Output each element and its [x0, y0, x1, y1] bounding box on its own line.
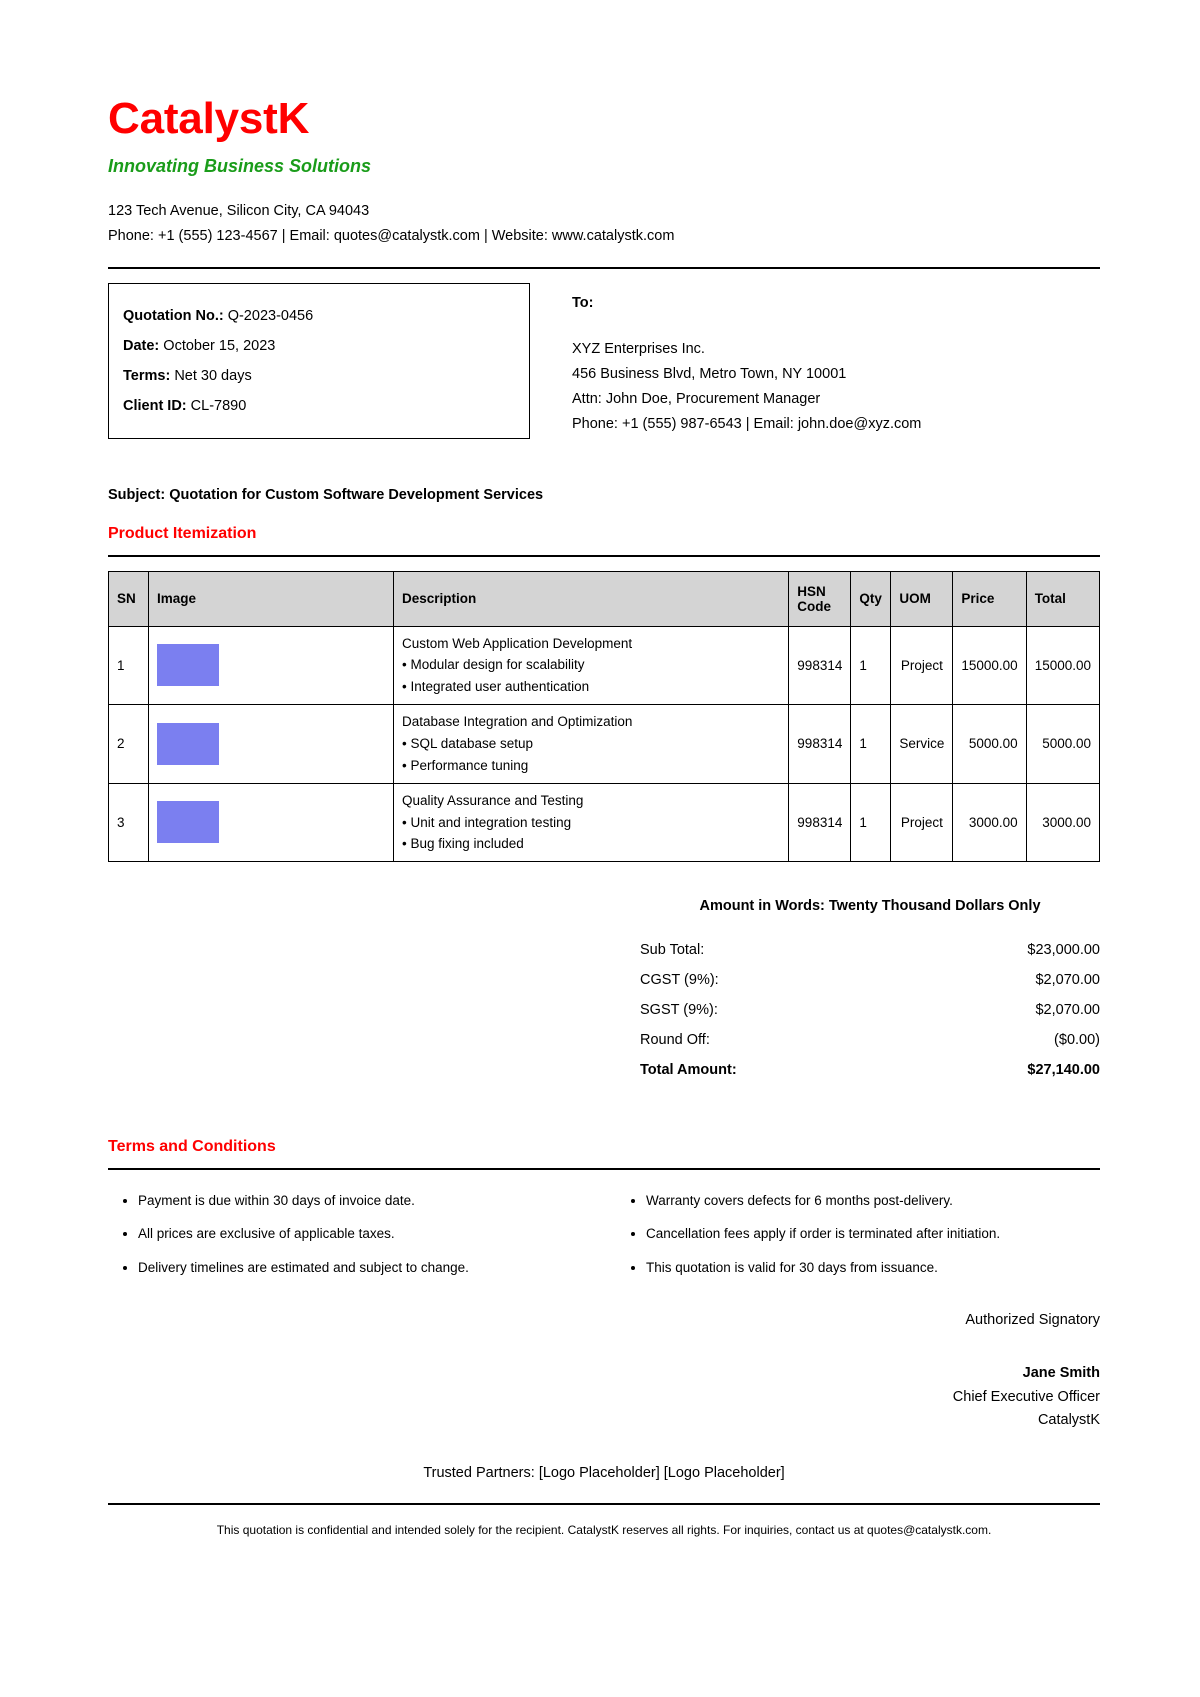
roundoff-value: ($0.00) — [1054, 1031, 1100, 1048]
column-header-qty: Qty — [851, 571, 891, 626]
product-itemization-heading: Product Itemization — [108, 524, 257, 542]
footer-divider — [108, 1503, 1100, 1505]
quotation-terms-line — [123, 362, 511, 392]
table-row — [109, 705, 1100, 784]
cell-image — [149, 705, 394, 784]
item-bullet: • Integrated user authentication — [402, 679, 590, 695]
item-bullet: • Unit and integration testing — [402, 814, 572, 830]
total-row-subtotal — [640, 936, 1100, 966]
table-row — [109, 626, 1100, 705]
quotation-no-value: Q-2023-0456 — [227, 308, 314, 325]
cell-description — [394, 783, 789, 862]
total-row-roundoff — [640, 1026, 1100, 1056]
itemization-divider — [108, 555, 1100, 557]
roundoff-label: Round Off: — [640, 1031, 710, 1048]
subtotal-value: $23,000.00 — [1027, 942, 1100, 959]
company-name: CatalystK — [108, 94, 310, 143]
header-divider — [108, 267, 1100, 269]
item-bullet: • SQL database setup — [402, 735, 534, 751]
product-image-placeholder — [157, 723, 219, 765]
cell-hsn: 998314 — [789, 705, 851, 784]
cell-total: 15000.00 — [1026, 626, 1099, 705]
cell-description — [394, 705, 789, 784]
recipient-address: 456 Business Blvd, Metro Town, NY 10001 — [572, 366, 847, 382]
table-header — [109, 571, 1100, 626]
sgst-value: $2,070.00 — [1035, 1001, 1100, 1018]
item-bullet: • Bug fixing included — [402, 836, 524, 852]
quotation-date-value: October 15, 2023 — [163, 337, 276, 354]
cell-qty: 1 — [851, 783, 891, 862]
company-address: 123 Tech Avenue, Silicon City, CA 94043 — [108, 203, 370, 220]
cell-price: 5000.00 — [953, 705, 1026, 784]
quotation-terms-value: Net 30 days — [174, 367, 252, 384]
trusted-partners: Trusted Partners: [Logo Placeholder] [Logo Placeholder] — [423, 1464, 785, 1481]
terms-column-left — [108, 1184, 592, 1291]
quotation-meta-section — [108, 283, 1100, 438]
cell-price: 15000.00 — [953, 626, 1026, 705]
cell-total: 3000.00 — [1026, 783, 1099, 862]
list-item: • Payment is due within 30 days of invoice date. — [138, 1190, 592, 1212]
cell-hsn: 998314 — [789, 783, 851, 862]
quotation-date-label: Date: — [123, 337, 160, 354]
item-title: Database Integration and Optimization — [402, 714, 633, 730]
terms-heading: Terms and Conditions — [108, 1137, 276, 1155]
amount-in-words: Amount in Words: Twenty Thousand Dollars Only — [699, 898, 1041, 915]
cell-sn: 2 — [109, 705, 149, 784]
client-id-label: Client ID: — [123, 397, 187, 414]
cell-hsn: 998314 — [789, 626, 851, 705]
authorized-signatory-label: Authorized Signatory — [965, 1312, 1100, 1329]
totals-block — [640, 898, 1100, 1085]
recipient-name: XYZ Enterprises Inc. — [572, 341, 705, 358]
quotation-terms-label: Terms: — [123, 367, 171, 384]
terms-column-right — [616, 1184, 1100, 1291]
subtotal-label: Sub Total: — [640, 942, 705, 959]
terms-divider — [108, 1168, 1100, 1170]
total-amount-label: Total Amount: — [640, 1061, 737, 1078]
column-header-price: Price — [953, 571, 1026, 626]
cell-qty: 1 — [851, 626, 891, 705]
cell-sn: 3 — [109, 783, 149, 862]
item-title: Custom Web Application Development — [402, 635, 633, 651]
cgst-value: $2,070.00 — [1035, 972, 1100, 989]
column-header-image: Image — [149, 571, 394, 626]
terms-list-right — [616, 1190, 1100, 1279]
quotation-no-line — [123, 302, 511, 332]
cell-sn: 1 — [109, 626, 149, 705]
column-header-sn: SN — [109, 571, 149, 626]
list-item: • This quotation is valid for 30 days from issuance. — [646, 1257, 1100, 1279]
client-id-value: CL-7890 — [190, 397, 247, 414]
list-item: • All prices are exclusive of applicable taxes. — [138, 1223, 592, 1245]
terms-list-left — [108, 1190, 592, 1279]
product-items-table — [108, 571, 1100, 863]
cgst-label: CGST (9%): — [640, 972, 719, 989]
cell-uom: Service — [891, 705, 953, 784]
footer-note: This quotation is confidential and intended solely for the recipient. CatalystK reserves all rights. For inquiries, contact us at quotes@catalystk.com. — [216, 1522, 992, 1537]
client-id-line — [123, 392, 511, 422]
document-header — [108, 96, 1100, 249]
cell-uom: Project — [891, 626, 953, 705]
totals-section — [108, 898, 1100, 1085]
total-row-sgst — [640, 996, 1100, 1026]
cell-total: 5000.00 — [1026, 705, 1099, 784]
recipient-contact: Phone: +1 (555) 987-6543 | Email: john.doe@xyz.com — [572, 415, 922, 432]
product-image-placeholder — [157, 644, 219, 686]
subject-line: Subject: Quotation for Custom Software Development Services — [108, 486, 544, 503]
column-header-total: Total — [1026, 571, 1099, 626]
company-contact: Phone: +1 (555) 123-4567 | Email: quotes@catalystk.com | Website: www.catalystk.com — [108, 228, 675, 245]
total-row-grand — [640, 1056, 1100, 1086]
cell-image — [149, 626, 394, 705]
table-body — [109, 626, 1100, 862]
cell-price: 3000.00 — [953, 783, 1026, 862]
sgst-label: SGST (9%): — [640, 1001, 718, 1018]
table-row — [109, 783, 1100, 862]
signatory-title: Chief Executive Officer — [952, 1388, 1100, 1405]
quotation-no-label: Quotation No.: — [123, 308, 224, 325]
list-item: • Warranty covers defects for 6 months post-delivery. — [646, 1190, 1100, 1212]
signatory-company: CatalystK — [1037, 1412, 1100, 1429]
recipient-attn: Attn: John Doe, Procurement Manager — [572, 390, 821, 407]
product-image-placeholder — [157, 801, 219, 843]
column-header-uom: UOM — [891, 571, 953, 626]
total-row-cgst — [640, 966, 1100, 996]
recipient-block — [530, 283, 1100, 437]
item-bullet: • Performance tuning — [402, 757, 529, 773]
cell-description — [394, 626, 789, 705]
company-tagline: Innovating Business Solutions — [108, 156, 372, 177]
total-amount-value: $27,140.00 — [1027, 1061, 1100, 1078]
cell-image — [149, 783, 394, 862]
terms-columns — [108, 1184, 1100, 1291]
item-title: Quality Assurance and Testing — [402, 792, 584, 808]
signature-block — [108, 1312, 1100, 1432]
cell-uom: Project — [891, 783, 953, 862]
signatory-name: Jane Smith — [1022, 1365, 1100, 1382]
table-header-row — [109, 571, 1100, 626]
column-header-hsn-code: HSN Code — [789, 571, 851, 626]
item-bullet: • Modular design for scalability — [402, 657, 585, 673]
quotation-details-box — [108, 283, 530, 438]
column-header-description: Description — [394, 571, 789, 626]
list-item: • Cancellation fees apply if order is terminated after initiation. — [646, 1223, 1100, 1245]
recipient-label: To: — [572, 295, 594, 312]
cell-qty: 1 — [851, 705, 891, 784]
quotation-date-line — [123, 332, 511, 362]
list-item: • Delivery timelines are estimated and subject to change. — [138, 1257, 592, 1279]
